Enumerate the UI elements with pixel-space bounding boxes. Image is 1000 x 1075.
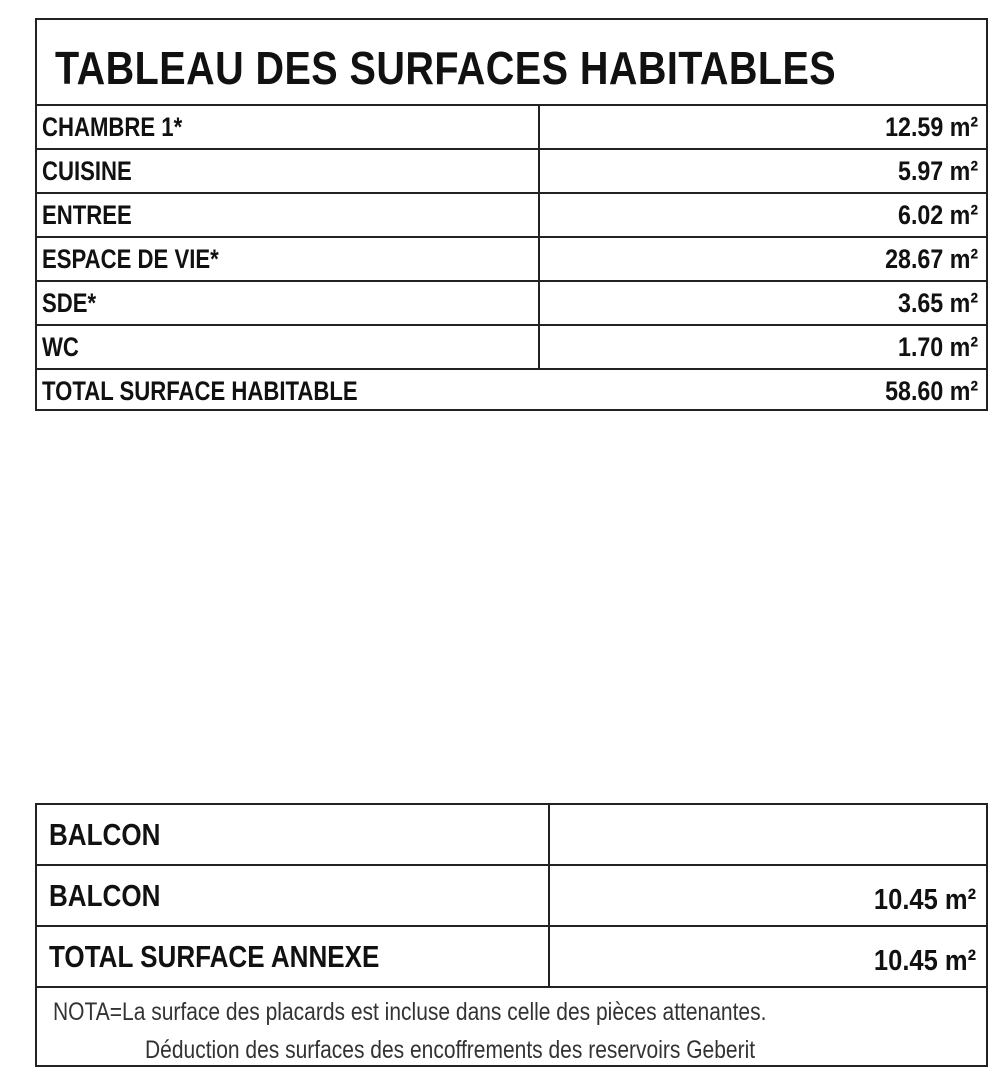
- room-area: 12.59 m²: [885, 112, 978, 142]
- room-area: 28.67 m²: [885, 244, 978, 274]
- table-title: TABLEAU DES SURFACES HABITABLES: [55, 42, 837, 94]
- room-area-cell: [540, 238, 986, 280]
- annex-total-area-cell: [550, 927, 986, 986]
- note-line-1: NOTA=La surface des placards est incluse dans celle des pièces attenantes.: [53, 998, 767, 1026]
- annex-label-cell: [37, 805, 550, 864]
- annex-total-label-cell: [37, 927, 550, 986]
- table-row: [37, 326, 986, 370]
- total-area-cell: [540, 370, 986, 414]
- table-row: [37, 238, 986, 282]
- room-label-cell: [37, 282, 540, 324]
- table-title-cell: [37, 20, 986, 106]
- annex-area-cell: [550, 805, 986, 864]
- table-row: [37, 866, 986, 927]
- total-label: TOTAL SURFACE HABITABLE: [42, 376, 358, 406]
- table-row: [37, 194, 986, 238]
- room-label-cell: [37, 106, 540, 148]
- note-cell: [37, 988, 986, 1065]
- room-label: CUISINE: [42, 156, 132, 186]
- annex-surfaces-table: [35, 803, 988, 1067]
- room-area-cell: [540, 150, 986, 192]
- total-row: [37, 927, 986, 988]
- room-label: CHAMBRE 1*: [42, 112, 183, 142]
- room-label: ESPACE DE VIE*: [42, 244, 219, 274]
- room-label-cell: [37, 150, 540, 192]
- annex-total-label: TOTAL SURFACE ANNEXE: [49, 939, 380, 974]
- annex-total-area: 10.45 m²: [873, 945, 976, 977]
- table-row: [37, 805, 986, 866]
- room-area: 6.02 m²: [897, 200, 978, 230]
- table-row: [37, 150, 986, 194]
- room-area: 3.65 m²: [897, 288, 978, 318]
- table-row: [37, 106, 986, 150]
- room-area: 1.70 m²: [897, 332, 978, 362]
- room-area-cell: [540, 326, 986, 368]
- habitable-surfaces-table: [35, 18, 988, 411]
- annex-area: 10.45 m²: [873, 884, 976, 916]
- room-area-cell: [540, 282, 986, 324]
- room-label: WC: [42, 332, 79, 362]
- total-row: [37, 370, 986, 414]
- total-area: 58.60 m²: [885, 376, 978, 406]
- room-label: SDE*: [42, 288, 97, 318]
- room-area: 5.97 m²: [897, 156, 978, 186]
- note-line-2: Déduction des surfaces des encoffrements des reservoirs Geberit: [145, 1036, 756, 1064]
- annex-label: BALCON: [49, 817, 161, 852]
- annex-label: BALCON: [49, 878, 161, 913]
- room-label-cell: [37, 194, 540, 236]
- total-label-cell: [37, 370, 540, 414]
- room-label-cell: [37, 238, 540, 280]
- room-label: ENTREE: [42, 200, 132, 230]
- annex-label-cell: [37, 866, 550, 925]
- room-area-cell: [540, 194, 986, 236]
- room-area-cell: [540, 106, 986, 148]
- annex-area-cell: [550, 866, 986, 925]
- room-label-cell: [37, 326, 540, 368]
- table-row: [37, 282, 986, 326]
